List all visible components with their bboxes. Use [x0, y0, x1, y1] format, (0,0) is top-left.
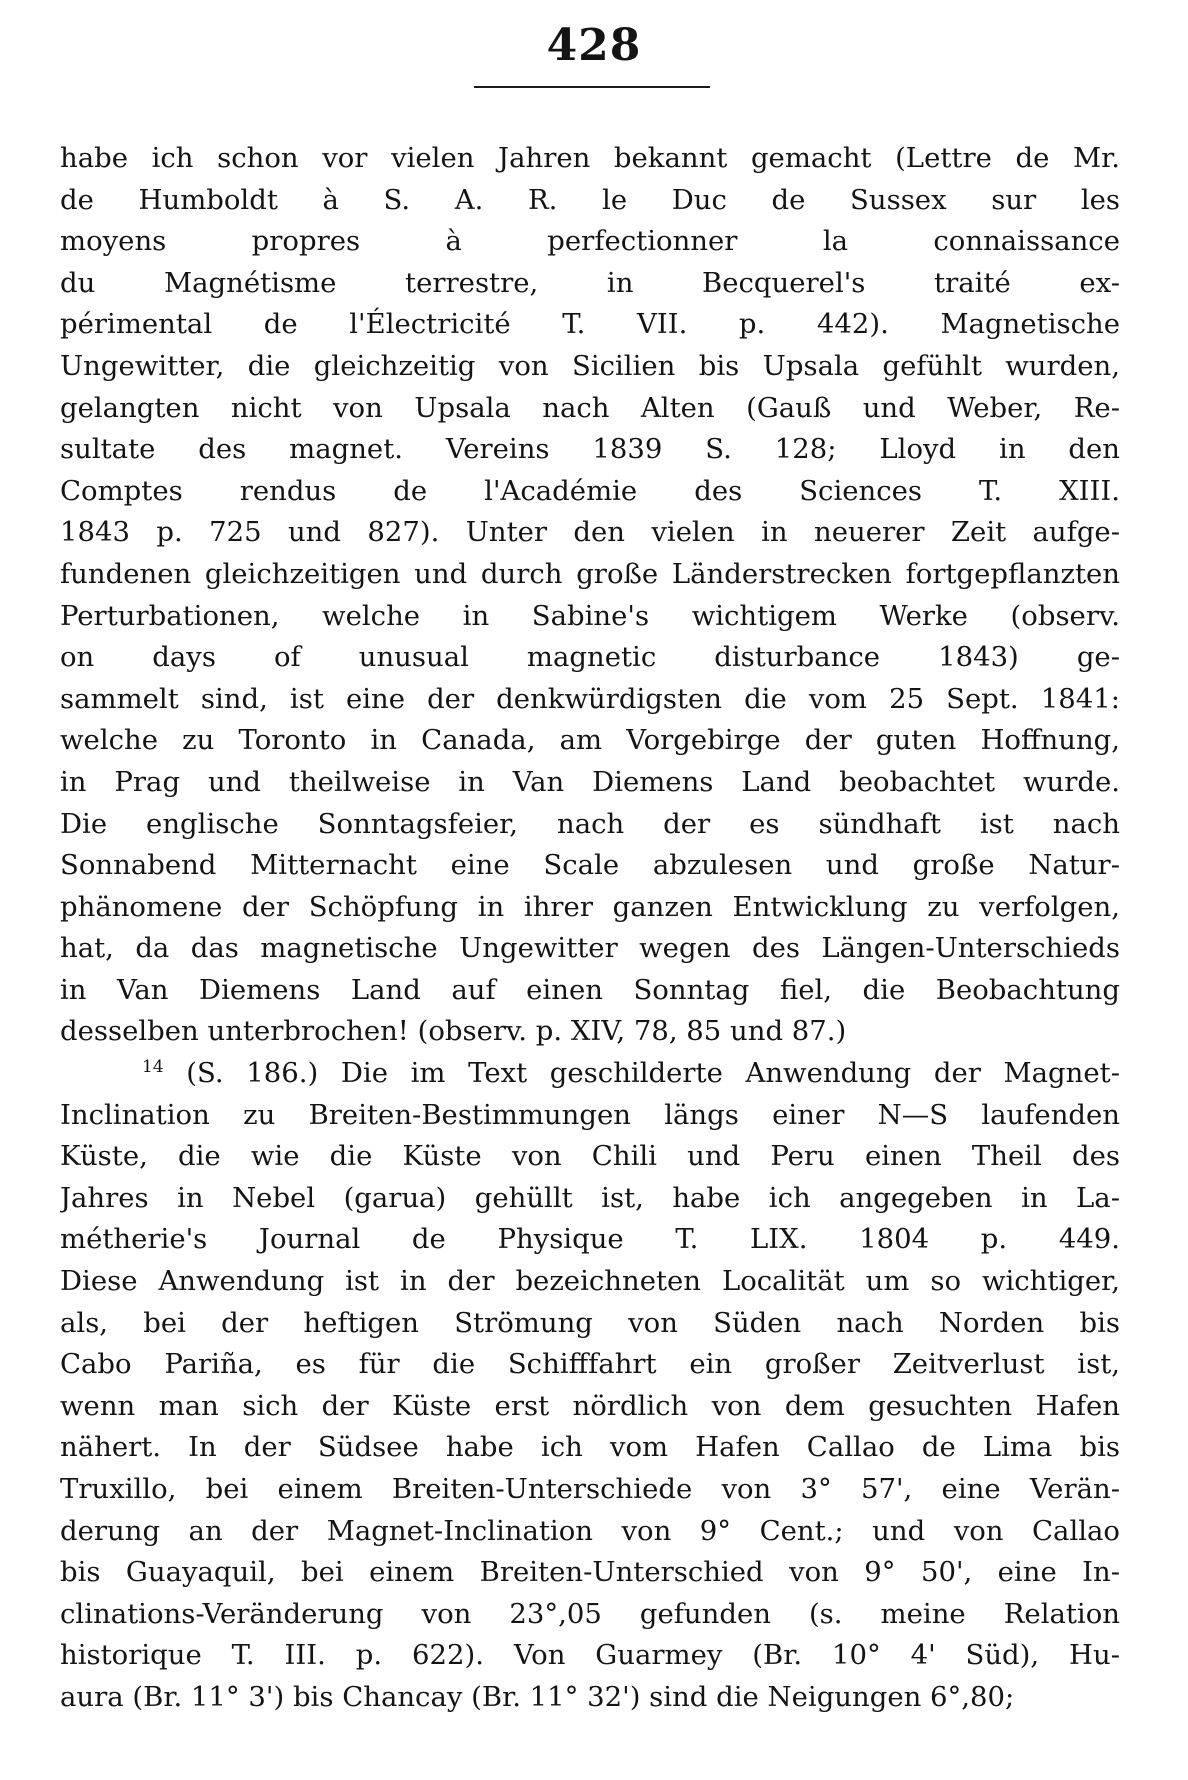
text-line: sultate des magnet. Vereins 1839 S. 128; Lloyd in den [60, 433, 1120, 466]
text-line: Ungewitter, die gleichzeitig von Sicilien bis Upsala gefühlt wurden, [60, 349, 1120, 382]
footnote-line [60, 1053, 1120, 1095]
text-line: phänomene der Schöpfung in ihrer ganzen Entwicklung zu verfolgen, [60, 890, 1120, 923]
text-line: desselben unterbrochen! (observ. p. XIV, 78, 85 und 87.) [60, 1015, 847, 1048]
text-line: périmental de l'Électricité T. VII. p. 442). Magnetische [60, 308, 1120, 341]
text-line: sammelt sind, ist eine der denkwürdigsten die vom 25 Sept. 1841: [60, 682, 1120, 715]
text-line: clinations-Veränderung von 23°,05 gefunden (s. meine Relation [60, 1597, 1120, 1630]
text-line: Küste, die wie die Küste von Chili und Peru einen Theil des [60, 1140, 1120, 1173]
text-line: Truxillo, bei einem Breiten-Unterschiede von 3° 57', eine Verän- [60, 1473, 1120, 1505]
text-line: Perturbationen, welche in Sabine's wichtigem Werke (observ. [60, 599, 1120, 632]
text-line: habe ich schon vor vielen Jahren bekannt gemacht (Lettre de Mr. [60, 142, 1120, 174]
text-line: Comptes rendus de l'Académie des Sciences T. XIII. [60, 474, 1120, 507]
page-number: 428 [546, 20, 642, 71]
text-line: aura (Br. 11° 3') bis Chancay (Br. 11° 32') sind die Neigungen 6°,80; [60, 1680, 1015, 1713]
text-line: hat, da das magnetische Ungewitter wegen des Längen-Unterschieds [60, 932, 1120, 965]
text-line: Diese Anwendung ist in der bezeichneten Localität um so wichtiger, [60, 1265, 1120, 1298]
footnote-text: (S. 186.) Die im Text geschilderte Anwendung der Magnet- [186, 1057, 1120, 1090]
text-line: moyens propres à perfectionner la connaissance [60, 225, 1120, 258]
text-line: in Prag und theilweise in Van Diemens Land beobachtet wurde. [60, 765, 1120, 798]
text-line: derung an der Magnet-Inclination von 9° Cent.; und von Callao [60, 1514, 1120, 1547]
text-line: Inclination zu Breiten-Bestimmungen längs einer N—S laufenden [60, 1098, 1120, 1131]
body-text [60, 138, 1120, 1719]
footnote-marker: 14 [142, 1056, 164, 1077]
text-line: als, bei der heftigen Strömung von Süden nach Norden bis [60, 1306, 1120, 1339]
text-line: nähert. In der Südsee habe ich vom Hafen Callao de Lima bis [60, 1431, 1120, 1464]
text-line: fundenen gleichzeitigen und durch große Länderstrecken fortgepflanzten [60, 557, 1120, 590]
text-line: Cabo Pariña, es für die Schifffahrt ein großer Zeitverlust ist, [60, 1348, 1120, 1381]
text-line: Sonnabend Mitternacht eine Scale abzulesen und große Natur- [60, 849, 1120, 882]
text-line: de Humboldt à S. A. R. le Duc de Sussex sur les [60, 183, 1120, 216]
text-line: du Magnétisme terrestre, in Becquerel's traité ex- [60, 266, 1120, 299]
text-line: 1843 p. 725 und 827). Unter den vielen in neuerer Zeit aufge- [60, 516, 1120, 549]
text-line: welche zu Toronto in Canada, am Vorgebirge der guten Hoffnung, [60, 724, 1120, 757]
text-line: wenn man sich der Küste erst nördlich von dem gesuchten Hafen [60, 1389, 1120, 1422]
header-rule [474, 86, 710, 88]
text-line: on days of unusual magnetic disturbance 1843) ge- [60, 641, 1120, 674]
text-line: in Van Diemens Land auf einen Sonntag fiel, die Beobachtung [60, 973, 1120, 1006]
text-line: historique T. III. p. 622). Von Guarmey (Br. 10° 4' Süd), Hu- [60, 1639, 1120, 1672]
text-line: Die englische Sonntagsfeier, nach der es sündhaft ist nach [60, 807, 1120, 840]
text-line: métherie's Journal de Physique T. LIX. 1804 p. 449. [60, 1223, 1120, 1256]
text-line: gelangten nicht von Upsala nach Alten (Gauß und Weber, Re- [60, 391, 1120, 424]
text-line: bis Guayaquil, bei einem Breiten-Unterschied von 9° 50', eine In- [60, 1556, 1120, 1589]
text-line: Jahres in Nebel (garua) gehüllt ist, habe ich angegeben in La- [60, 1181, 1120, 1214]
